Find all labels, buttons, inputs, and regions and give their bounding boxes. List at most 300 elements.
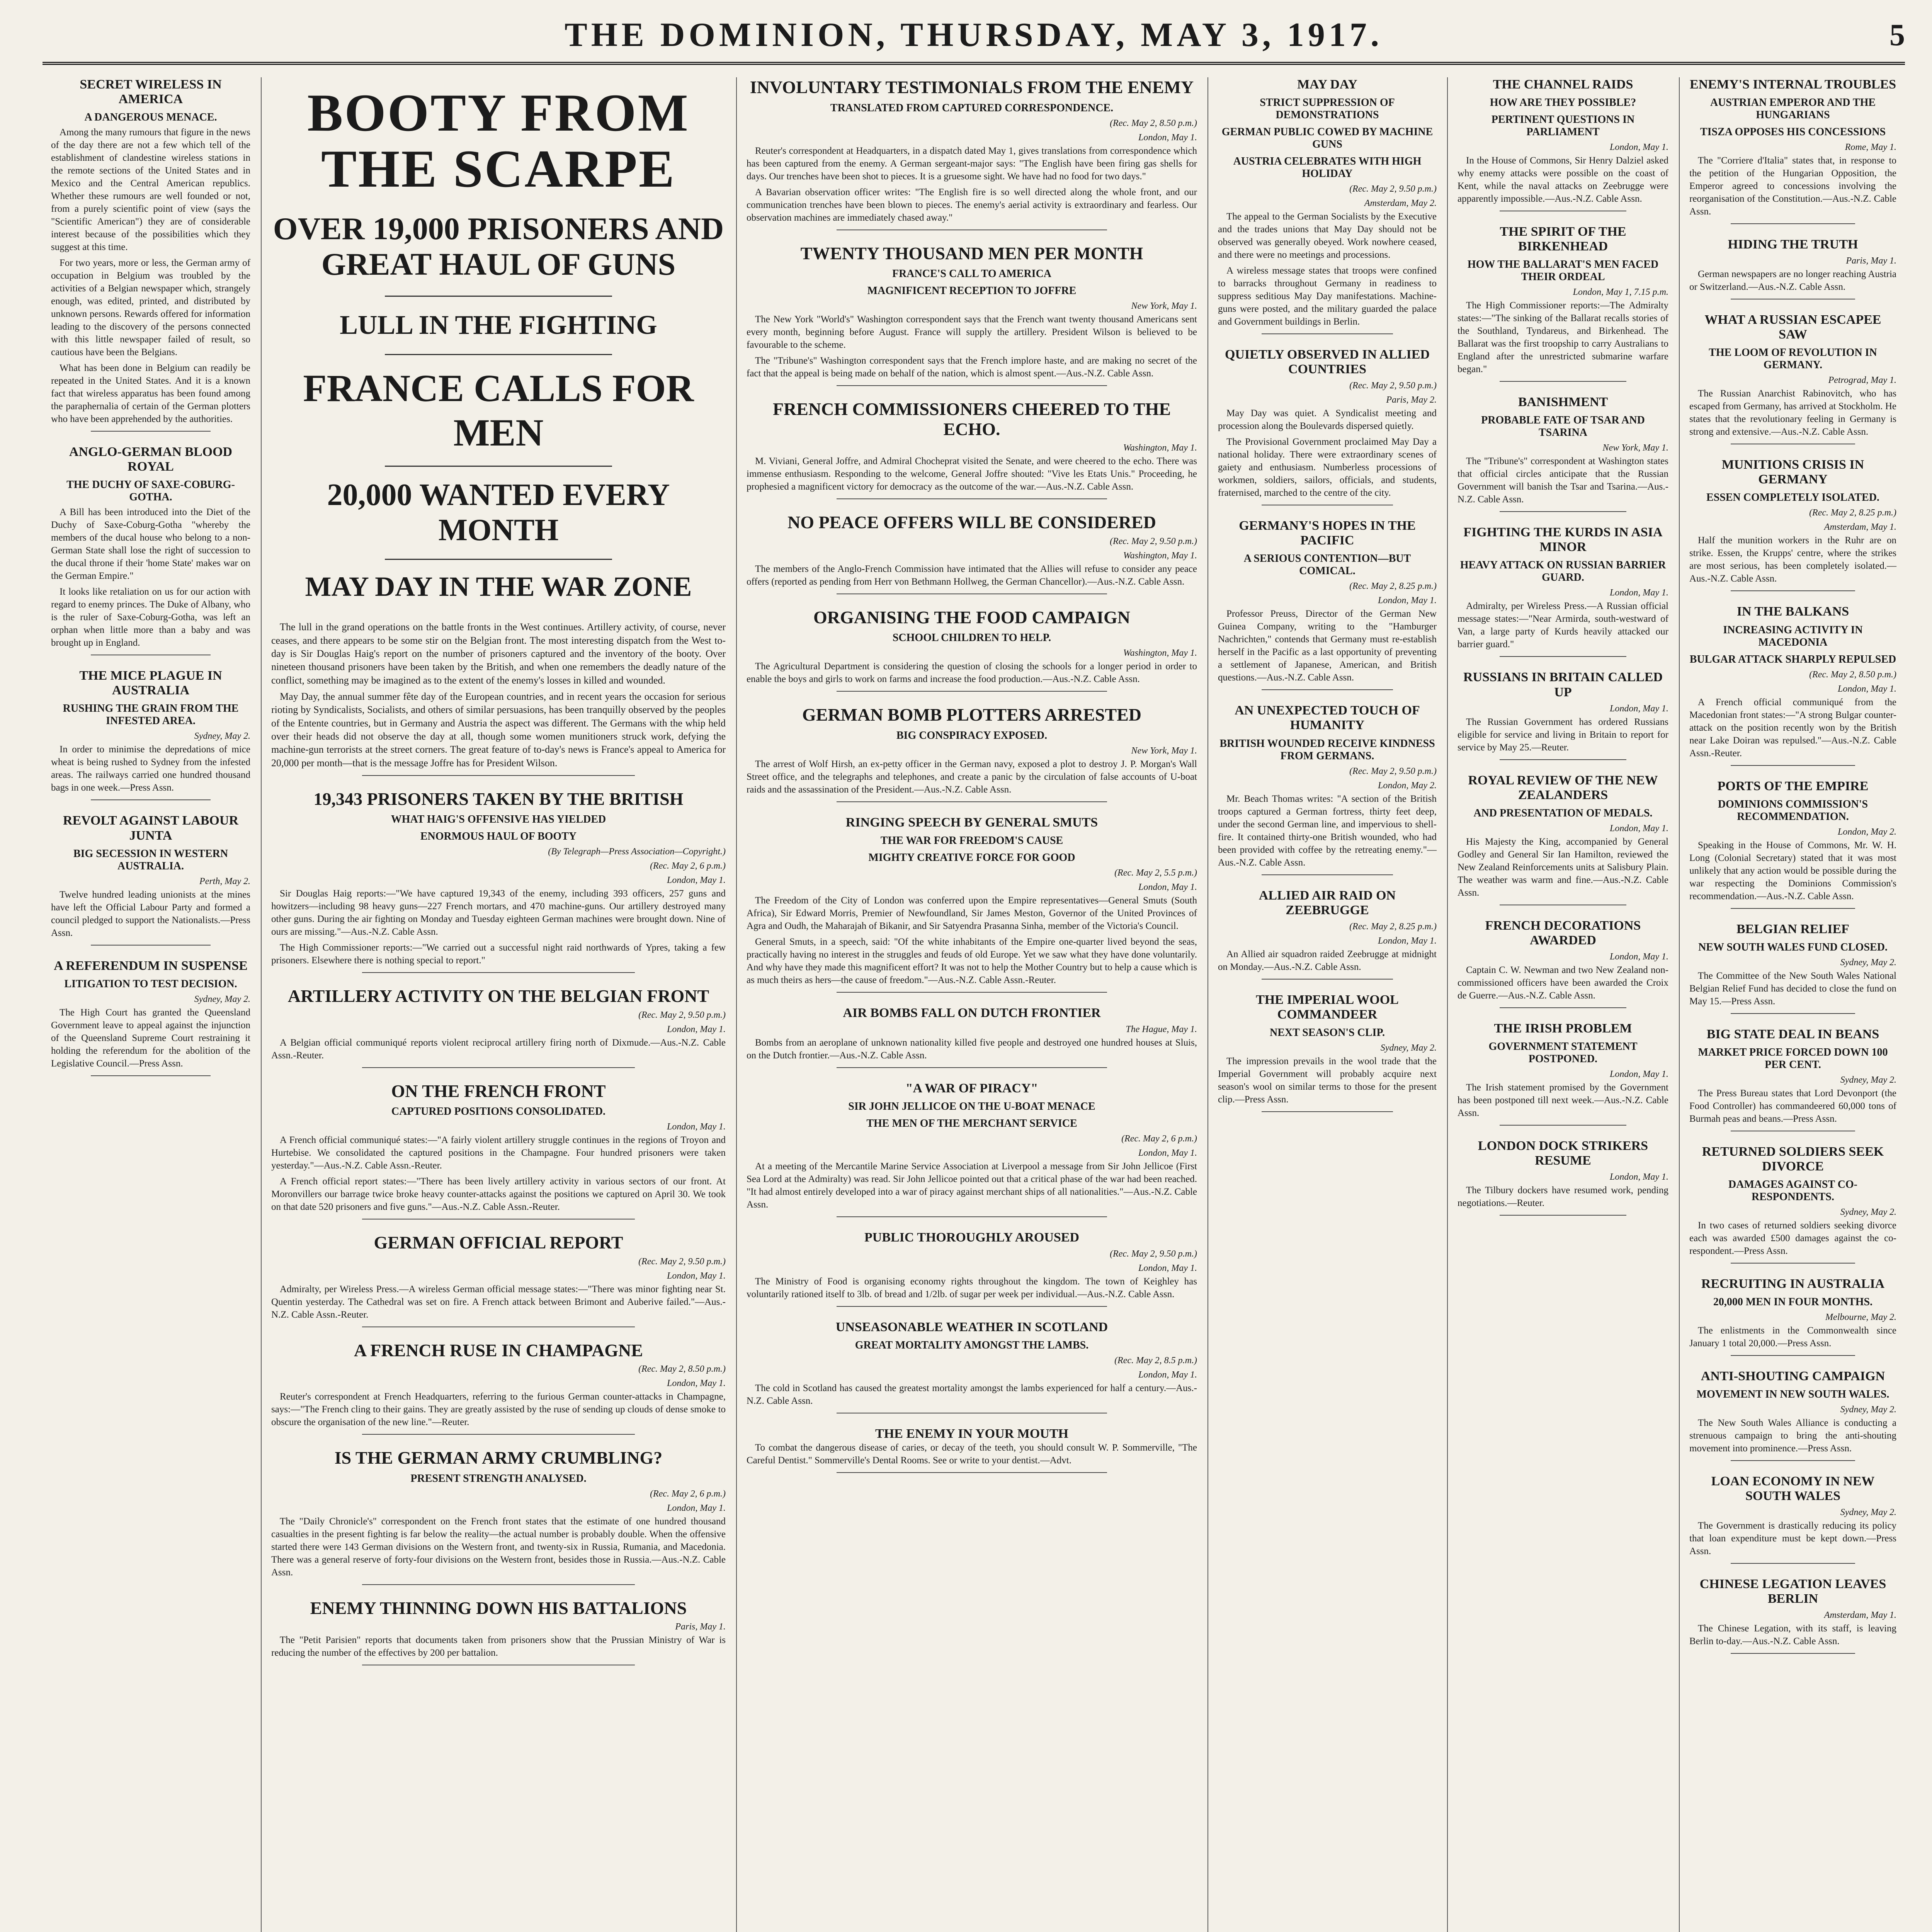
- story-paragraph: The arrest of Wolf Hirsh, an ex-petty officer in the German navy, exposed a plot to destroy J. P. Morgan's Wall Street office, and the telegraphs and telephones, and create a panic by the circulation of false accounts of U-boat raids and the assassination of the President.—Aus.-N.Z. Cable Assn.: [747, 759, 1197, 795]
- story-subheadline: THE WAR FOR FREEDOM'S CAUSE: [880, 834, 1063, 847]
- story-headline: BELGIAN RELIEF: [1736, 922, 1849, 936]
- story-subheadline: MIGHTY CREATIVE FORCE FOR GOOD: [868, 851, 1075, 864]
- column-4: [1209, 77, 1445, 1932]
- story-headline: IS THE GERMAN ARMY CRUMBLING?: [334, 1448, 663, 1468]
- story-subheadline: MARKET PRICE FORCED DOWN 100 PER CENT.: [1698, 1046, 1888, 1071]
- divider: [837, 1067, 1107, 1068]
- story-paragraph: Speaking in the House of Commons, Mr. W. H. Long (Colonial Secretary) stated that it was most unlikely that any action would be possible during the war respecting the Dominions Commission's recommendation.—Aus.-N.Z. Cable Assn.: [1689, 840, 1896, 901]
- divider: [385, 296, 612, 297]
- story-paragraph: The High Commissioner reports:—"We carried out a successful night raid northwards of Ypres, taking a few prisoners. Elsewhere there is nothing special to report.": [271, 942, 726, 966]
- story-paragraph: Among the many rumours that figure in the news of the day there are not a few which tell of the establishment of clandestine wireless stations in the remote sections of the United States and in Mexico and the Central American republics. Whether these rumours are well founded or not, from a purely scientific point of view (says the "Scientific American") they are of considerable interest because of the possibilities which they suggest at this time.: [51, 127, 250, 253]
- divider: [837, 1306, 1107, 1307]
- story-paragraph: A Belgian official communiqué reports violent reciprocal artillery firing north of Dixmude.—Aus.-N.Z. Cable Assn.-Reuter.: [271, 1037, 726, 1061]
- story-subheadline: PRESENT STRENGTH ANALYSED.: [410, 1472, 587, 1485]
- story-paragraph: To combat the dangerous disease of caries, or decay of the teeth, you should consult W. P. Sommerville, "The Careful Dentist." Sommerville's Dental Rooms. See or write to your dentist.—Advt.: [747, 1442, 1197, 1466]
- divider: [1731, 223, 1855, 224]
- divider: [1731, 1355, 1855, 1356]
- story-paragraph: The High Court has granted the Queensland Government leave to appeal against the injunction of the Queensland Supreme Court restraining it holding the referendum for the abolition of the Legislative Council.—Press Assn.: [51, 1007, 250, 1069]
- news-story: [747, 815, 1197, 993]
- story-paragraph: In two cases of returned soldiers seeking divorce each was awarded £500 damages against the co-respondent.—Press Assn.: [1689, 1220, 1896, 1256]
- story-subheadline: MOVEMENT IN NEW SOUTH WALES.: [1696, 1388, 1889, 1401]
- story-subheadline: AUSTRIA CELEBRATES WITH HIGH HOLIDAY: [1233, 155, 1422, 180]
- divider: [1731, 1653, 1855, 1654]
- page-number: 5: [1889, 18, 1905, 52]
- story-dateline: London, May 1.: [1378, 595, 1437, 606]
- news-story: [1218, 888, 1437, 980]
- column-1: [43, 77, 259, 1932]
- story-paragraph: The members of the Anglo-French Commission have intimated that the Allies will refuse to consider any peace offers (reported as pending from Herr von Bethmann Hollweg, the German Chancellor).—Aus.-N.Z. Cable Assn.: [747, 563, 1197, 587]
- news-story: [271, 1598, 726, 1666]
- story-dateline: London, May 1.: [1610, 1172, 1668, 1182]
- story-headline: ENEMY THINNING DOWN HIS BATTALIONS: [310, 1598, 687, 1618]
- story-headline: FIGHTING THE KURDS IN ASIA MINOR: [1463, 525, 1663, 554]
- story-headline: PUBLIC THOROUGHLY AROUSED: [864, 1230, 1080, 1245]
- divider: [1500, 656, 1626, 657]
- story-paragraph: M. Viviani, General Joffre, and Admiral Chocheprat visited the Senate, and were cheered to the echo. There was immense enthusiasm. Responding to the welcome, General Joffre shouted: "Vive les Etats Unis." Proceeding, he prophesied a magnificent victory for democracy as the outcome of the war.—Aus.-N.Z. Cable Assn.: [747, 456, 1197, 492]
- news-story: [1458, 77, 1668, 211]
- news-story: [747, 607, 1197, 692]
- story-received: (Rec. May 2, 9.50 p.m.): [638, 1256, 726, 1267]
- divider: [1731, 1460, 1855, 1461]
- story-paragraph: The Press Bureau states that Lord Devonport (the Food Controller) has commandeered 60,000 tons of Burmah peas and beans.—Press Assn.: [1689, 1088, 1896, 1124]
- story-paragraph: The enlistments in the Commonwealth since January 1 total 20,000.—Press Assn.: [1689, 1325, 1896, 1349]
- story-paragraph: General Smuts, in a speech, said: "Of the white inhabitants of the Empire one-quarter lived beyond the seas, practically having no interest in the struggles and feuds of old Europe. Yet we saw what they have done voluntarily. And why have they made this magnificent effort? It was not to help the Mother Country but to help a cause which is as much theirs as hers—the cause of freedom."—Aus.-N.Z. Cable Assn.-Reuter.: [747, 936, 1197, 985]
- lead-paragraph: May Day, the annual summer fête day of the European countries, and in recent years the occasion for serious rioting by Syndicalists, Socialists, and others of similar persuasions, has been tranquilly observed by the peoples of the Entente countries, but in Germany and Austria the aspect was different. The Germans with the whip held over their heads did not observe the day at all, though some women munitioners struck work, defying the machine-gun terrorists at the street corners. The great feature of to-day's news is France's appeal to America for 20,000 per month—that is the message Joffre has for President Wilson.: [271, 691, 726, 769]
- news-story: [747, 1230, 1197, 1307]
- story-dateline: New York, May 1.: [1131, 301, 1197, 311]
- newspaper-title: THE DOMINION, THURSDAY, MAY 3, 1917.: [565, 16, 1383, 54]
- story-dateline: Sydney, May 2.: [1840, 1507, 1896, 1518]
- story-paragraph: His Majesty the King, accompanied by General Godley and General Sir Ian Hamilton, reviewed the New Zealand Reinforcements units at Salisbury Plain. The weather was warm and fine.—Aus.-N.Z. Cable Assn.: [1458, 836, 1668, 898]
- story-headline: ORGANISING THE FOOD CAMPAIGN: [813, 607, 1130, 627]
- story-subheadline: AUSTRIAN EMPEROR AND THE HUNGARIANS: [1710, 97, 1876, 121]
- story-dateline: Sydney, May 2.: [1840, 1207, 1896, 1217]
- story-subheadline: A SERIOUS CONTENTION—BUT COMICAL.: [1243, 553, 1411, 577]
- divider: [1500, 1007, 1626, 1008]
- story-subheadline: BRITISH WOUNDED RECEIVE KINDNESS FROM GERMANS.: [1219, 737, 1435, 762]
- divider: [1731, 1013, 1855, 1014]
- news-story: [271, 1233, 726, 1327]
- story-dateline: London, May 1.: [1610, 1069, 1668, 1080]
- story-headline: THE MICE PLAGUE IN AUSTRALIA: [79, 668, 222, 698]
- story-subheadline: GOVERNMENT STATEMENT POSTPONED.: [1488, 1041, 1638, 1065]
- story-subheadline: THE MEN OF THE MERCHANT SERVICE: [866, 1117, 1077, 1129]
- story-received: (Rec. May 2, 8.25 p.m.): [1349, 581, 1437, 592]
- story-subheadline: MAGNIFICENT RECEPTION TO JOFFRE: [867, 285, 1077, 297]
- story-subheadline: LITIGATION TO TEST DECISION.: [64, 978, 237, 990]
- divider: [1500, 1215, 1626, 1216]
- story-dateline: London, May 2.: [1378, 780, 1437, 791]
- story-paragraph: The Russian Government has ordered Russians eligible for service and living in Britain to report for service by May 25.—Reuter.: [1458, 716, 1668, 753]
- story-headline: ON THE FRENCH FRONT: [391, 1081, 606, 1101]
- story-paragraph: A Bill has been introduced into the Diet of the Duchy of Saxe-Coburg-Gotha "whereby the members of the ducal house who belong to a non-German State shall lose the right of succession to the ducal throne if their 'home State' makes war on the German Empire.": [51, 507, 250, 582]
- story-paragraph: A wireless message states that troops were confined to barracks throughout Germany in readiness to suppress seditious May Day manifestations. Machine-guns were posted, and the military guarded the palace and Government buildings in Berlin.: [1218, 265, 1437, 327]
- story-headline: WHAT A RUSSIAN ESCAPEE SAW: [1704, 313, 1881, 342]
- news-story: [1458, 1139, 1668, 1216]
- story-headline: ANTI-SHOUTING CAMPAIGN: [1701, 1369, 1885, 1384]
- column-rule: [1679, 77, 1680, 1932]
- column-rule: [736, 77, 737, 1932]
- story-headline: PORTS OF THE EMPIRE: [1717, 779, 1869, 793]
- story-paragraph: The Freedom of the City of London was conferred upon the Empire representatives—General Smuts (South Africa), Sir Edward Morris, Premier of Newfoundland, Sir James Meston, Governor of the United Provinces of Agra and Oudh, the Maharajah of Bikanir, and Sir Satyendra Prasanna Sinha, member of the Victoria's Council.: [747, 895, 1197, 931]
- story-subheadline: BULGAR ATTACK SHARPLY REPULSED: [1689, 653, 1896, 665]
- news-story: [1218, 77, 1437, 334]
- news-story: [747, 1006, 1197, 1068]
- story-received: (Rec. May 2, 6 p.m.): [650, 861, 726, 871]
- story-dateline: London, May 1.: [667, 1378, 726, 1389]
- story-headline: AIR BOMBS FALL ON DUTCH FRONTIER: [843, 1005, 1101, 1020]
- story-dateline: New York, May 1.: [1131, 745, 1197, 756]
- news-story: [51, 77, 250, 432]
- story-received: (Rec. May 2, 9.50 p.m.): [1349, 184, 1437, 194]
- story-paragraph: Twelve hundred leading unionists at the mines have left the Official Labour Party and formed a council pledged to support the Nationalists.—Press Assn.: [51, 889, 250, 938]
- story-paragraph: The "Tribune's" correspondent at Washington states that official circles anticipate that the Russian Government will banish the Tsar and Tsarina.—Aus.-N.Z. Cable Assn.: [1458, 456, 1668, 505]
- story-headline: IN THE BALKANS: [1736, 604, 1849, 619]
- news-story: [1458, 773, 1668, 905]
- story-headline: THE IMPERIAL WOOL COMMANDEER: [1256, 992, 1399, 1022]
- divider: [1731, 1563, 1855, 1564]
- divider: [1500, 381, 1626, 382]
- story-headline: ARTILLERY ACTIVITY ON THE BELGIAN FRONT: [287, 986, 709, 1006]
- story-headline: CHINESE LEGATION LEAVES BERLIN: [1699, 1577, 1886, 1606]
- story-subheadline: 20,000 MEN IN FOUR MONTHS.: [1713, 1296, 1873, 1308]
- story-paragraph: Sir Douglas Haig reports:—"We have captured 19,343 of the enemy, including 393 officers, 257 guns and howitzers—including 98 heavy guns—227 French mortars, and 470 machine-guns. Our artillery destroyed many other guns. During the air fighting on Monday and Tuesday eighteen German machines were brought down. Nine of ours are missing."—Aus.-N.Z. Cable Assn.: [271, 888, 726, 937]
- story-headline: NO PEACE OFFERS WILL BE CONSIDERED: [787, 512, 1156, 532]
- story-paragraph: Mr. Beach Thomas writes: "A section of the British troops captured a German fortress, thirty feet deep, under the second German line, and impervious to shell-fire. It contained thirty-one British wounded, who had been provided with coffee by the retreating enemy."—Aus.-N.Z. Cable Assn.: [1218, 793, 1437, 868]
- story-dateline: Petrograd, May 1.: [1828, 375, 1896, 386]
- story-received: (Rec. May 2, 9.50 p.m.): [1349, 381, 1437, 391]
- lead-story: [271, 621, 726, 776]
- news-story: [747, 77, 1197, 230]
- story-paragraph: The cold in Scotland has caused the greatest mortality amongst the lambs experienced for half a century.—Aus.-N.Z. Cable Assn.: [747, 1383, 1197, 1406]
- divider: [362, 775, 635, 776]
- news-story: [1689, 237, 1896, 299]
- story-subheadline: TISZA OPPOSES HIS CONCESSIONS: [1700, 126, 1886, 138]
- divider: [385, 466, 612, 467]
- split-columns: [747, 815, 1197, 1473]
- story-paragraph: Admiralty, per Wireless Press.—A wireless German official message states:—"There was minor fighting near St. Quentin yesterday. The Cathedral was set on fire. A French attack between Brimont and Auberive failed."—Aus.-N.Z. Cable Assn.-Reuter.: [271, 1284, 726, 1320]
- story-paragraph: The Agricultural Department is considering the question of closing the schools for a longer period in order to enable the boys and girls to work on farms and increase the food production.—Aus.-N.Z. Cable Assn.: [747, 661, 1197, 685]
- story-received: (Rec. May 2, 9.50 p.m.): [1110, 536, 1197, 546]
- story-paragraph: The "Daily Chronicle's" correspondent on the French front states that the estimate of one hundred thousand casualties in the present fighting is far below the reality—the actual number is probably double. When the offensive started there were 143 German divisions on the Western front, and twenty-six in Russia, Rumania, and Macedonia. There was a general reserve of forty-four divisions on the Western front, besides those in Russia.—Aus.-N.Z. Cable Assn.: [271, 1516, 726, 1578]
- story-subheadline: THE DUCHY OF SAXE-COBURG-GOTHA.: [66, 479, 235, 503]
- column-5: [1449, 77, 1677, 1932]
- story-headline: RUSSIANS IN BRITAIN CALLED UP: [1463, 670, 1663, 699]
- divider: [837, 691, 1107, 692]
- main-headline: BOOTY FROM THE SCARPE: [307, 83, 690, 198]
- story-headline: GERMANY'S HOPES IN THE PACIFIC: [1239, 519, 1416, 548]
- news-story: [1689, 313, 1896, 444]
- news-story: [1218, 519, 1437, 690]
- story-dateline: Paris, May 2.: [1386, 395, 1437, 405]
- story-headline: A FRENCH RUSE IN CHAMPAGNE: [354, 1340, 643, 1360]
- story-subheadline: HEAVY ATTACK ON RUSSIAN BARRIER GUARD.: [1460, 559, 1666, 584]
- story-paragraph: The appeal to the German Socialists by the Executive and the trades unions that May Day should not be observed was generally obeyed. Work nowhere ceased, and there were no meetings and processions.: [1218, 211, 1437, 260]
- story-paragraph: It looks like retaliation on us for our action with regard to enemy princes. The Duke of Albany, who is the ruler of Saxe-Coburg-Gotha, was left an orphan when little more than a baby and was brought up in England.: [51, 587, 250, 648]
- story-headline: FRENCH DECORATIONS AWARDED: [1485, 918, 1641, 947]
- story-paragraph: The Government is drastically reducing its policy that loan expenditure must be kept down.—Press Assn.: [1689, 1520, 1896, 1557]
- story-paragraph: In the House of Commons, Sir Henry Dalziel asked why enemy attacks were possible on the coast of Kent, while the naval attacks on Zeebrugge were apparently impossible.—Aus.-N.Z. Cable Assn.: [1458, 155, 1668, 204]
- story-subheadline: THE LOOM OF REVOLUTION IN GERMANY.: [1709, 347, 1877, 371]
- story-dateline: Paris, May 1.: [675, 1622, 726, 1632]
- news-story: [1458, 1021, 1668, 1126]
- divider: [1731, 590, 1855, 591]
- story-received: (Rec. May 2, 9.50 p.m.): [1110, 1248, 1197, 1259]
- story-headline: ROYAL REVIEW OF THE NEW ZEALANDERS: [1468, 773, 1658, 802]
- story-paragraph: The High Commissioner reports:—The Admiralty states:—"The sinking of the Ballarat recalls stories of the Southland, Tyndareus, and Birkenhead. The Ballarat was the first troopship to carry Australians to England after the unrestricted submarine warfare began.": [1458, 300, 1668, 375]
- story-dateline: Sydney, May 2.: [194, 731, 250, 742]
- story-dateline: Washington, May 1.: [1123, 648, 1197, 658]
- news-story: [51, 445, 250, 655]
- story-headline: THE ENEMY IN YOUR MOUTH: [875, 1427, 1068, 1441]
- main-subheadline: MAY DAY IN THE WAR ZONE: [305, 571, 692, 602]
- column-6: [1681, 77, 1905, 1932]
- news-story: [1689, 779, 1896, 909]
- divider: [1262, 979, 1393, 980]
- story-headline: BANISHMENT: [1518, 395, 1608, 410]
- story-paragraph: A Bavarian observation officer writes: "The English fire is so well directed along the whole front, and our communication trenches have been blown to pieces. The enemy's aerial activity is extraordinary and fearless. Our observation machines are immediately chased away.": [747, 187, 1197, 223]
- story-headline: LONDON DOCK STRIKERS RESUME: [1478, 1139, 1648, 1168]
- story-dateline: Paris, May 1.: [1846, 256, 1896, 266]
- divider: [1731, 908, 1855, 909]
- story-received: (Rec. May 2, 8.50 p.m.): [1110, 118, 1197, 128]
- divider: [1500, 759, 1626, 760]
- main-subheadline: OVER 19,000 PRISONERS AND GREAT HAUL OF GUNS: [273, 211, 724, 282]
- news-story: [1689, 1027, 1896, 1131]
- news-story: [271, 789, 726, 973]
- story-subheadline: INCREASING ACTIVITY IN MACEDONIA: [1723, 624, 1863, 648]
- story-paragraph: The Irish statement promised by the Government has been postponed till next week.—Aus.-N.Z. Cable Assn.: [1458, 1082, 1668, 1119]
- divider: [362, 1067, 635, 1068]
- divider: [91, 1075, 211, 1076]
- story-paragraph: Reuter's correspondent at Headquarters, in a dispatch dated May 1, gives translations from correspondence which has been captured from the enemy. A German sergeant-major says: "The English have been firing gas shells for days. Our trenches have been shot to pieces. It is a gruesome sight. We have had no food for two days.": [747, 145, 1197, 182]
- story-headline: A REFERENDUM IN SUSPENSE: [54, 958, 248, 973]
- story-received: (Rec. May 2, 8.50 p.m.): [1809, 669, 1896, 680]
- story-headline: ENEMY'S INTERNAL TROUBLES: [1689, 77, 1896, 92]
- story-dateline: London, May 1.: [667, 1503, 726, 1513]
- news-story: [1689, 1474, 1896, 1564]
- story-paragraph: A French official communiqué from the Macedonian front states:—"A strong Bulgar counter-attack on the position recently won by the British near Lake Doiran was repulsed."—Aus.-N.Z. Cable Assn.-Reuter.: [1689, 697, 1896, 759]
- story-dateline: London, May 1.: [1138, 1370, 1197, 1380]
- story-dateline: London, May 1.: [1610, 703, 1668, 714]
- main-headline-block: [271, 85, 726, 603]
- story-headline: UNSEASONABLE WEATHER IN SCOTLAND: [835, 1320, 1108, 1334]
- news-story: [271, 1081, 726, 1220]
- story-paragraph: The Committee of the New South Wales National Belgian Relief Fund has decided to close the fund on May 15.—Press Assn.: [1689, 970, 1896, 1007]
- story-subheadline: A DANGEROUS MENACE.: [84, 111, 217, 124]
- divider: [837, 385, 1107, 386]
- story-subheadline: PERTINENT QUESTIONS IN PARLIAMENT: [1491, 114, 1635, 138]
- story-paragraph: Admiralty, per Wireless Press.—A Russian official message states:—"Near Armirda, south-westward of Van, a large party of Kurds heavily attacked our barrier guard.": [1458, 601, 1668, 650]
- column-rule: [1447, 77, 1448, 1932]
- story-dateline: London, May 1.: [1610, 823, 1668, 833]
- story-paragraph: May Day was quiet. A Syndicalist meeting and procession along the Boulevards dispersed quietly.: [1218, 408, 1437, 432]
- story-subheadline: NEW SOUTH WALES FUND CLOSED.: [1698, 941, 1888, 953]
- story-dateline: Sydney, May 2.: [1840, 1075, 1896, 1085]
- story-paragraph: The impression prevails in the wool trade that the Imperial Government will probably acquire next season's wool on similar terms to those for the present clip.—Press Assn.: [1218, 1056, 1437, 1105]
- story-headline: 19,343 PRISONERS TAKEN BY THE BRITISH: [313, 789, 684, 809]
- story-subheadline: HOW ARE THEY POSSIBLE?: [1490, 97, 1636, 109]
- divider: [1262, 333, 1393, 334]
- story-subheadline: DAMAGES AGAINST CO-RESPONDENTS.: [1728, 1178, 1857, 1203]
- story-paragraph: Bombs from an aeroplane of unknown nationality killed five people and destroyed one hundred houses at Sluis, on the Dutch frontier.—Aus.-N.Z. Cable Assn.: [747, 1037, 1197, 1061]
- story-subheadline: PROBABLE FATE OF TSAR AND TSARINA: [1481, 414, 1645, 439]
- story-paragraph: Half the munition workers in the Ruhr are on strike. Essen, the Krupps' centre, where the strikes are most serious, has been completely isolated.—Aus.-N.Z. Cable Assn.: [1689, 535, 1896, 584]
- news-story: [1689, 1577, 1896, 1654]
- story-paragraph: The Tilbury dockers have resumed work, pending negotiations.—Reuter.: [1458, 1185, 1668, 1209]
- story-headline: THE IRISH PROBLEM: [1494, 1021, 1632, 1036]
- story-subheadline: AND PRESENTATION OF MEDALS.: [1473, 807, 1653, 819]
- story-subheadline: GERMAN PUBLIC COWED BY MACHINE GUNS: [1221, 126, 1433, 151]
- story-subheadline: ESSEN COMPLETELY ISOLATED.: [1706, 492, 1879, 504]
- story-paragraph: An Allied air squadron raided Zeebrugge at midnight on Monday.—Aus.-N.Z. Cable Assn.: [1218, 949, 1437, 972]
- story-dateline: Rome, May 1.: [1845, 142, 1896, 153]
- story-received: (Rec. May 2, 9.50 p.m.): [1349, 766, 1437, 776]
- story-paragraph: At a meeting of the Mercantile Marine Service Association at Liverpool a message from Sir John Jellicoe (First Sea Lord at the Admiralty) was read. Sir John Jellicoe pointed out that a critical phase of the war had been reached. "It had almost entirely developed into a war of piracy against merchant ships of all nationalities."—Aus.-N.Z. Cable Assn.: [747, 1161, 1197, 1210]
- story-paragraph: The New York "World's" Washington correspondent says that the French want twenty thousand Americans sent every month, beginning before August. France will supply the artillery. President Wilson is believed to be favourable to the scheme.: [747, 314, 1197, 350]
- story-headline: MUNITIONS CRISIS IN GERMANY: [1721, 457, 1864, 487]
- story-paragraph: For two years, more or less, the German army of occupation in Belgium was troubled by the activities of a Belgian newspaper which, strangely enough, was edited, printed, and distributed by unknown persons. Rewards offered for information leading to the discovery of the persons connected with this little newspaper failed of result, so cautious have been the Belgians.: [51, 258, 250, 358]
- divider: [1731, 765, 1855, 766]
- news-story: [1458, 918, 1668, 1008]
- story-headline: INVOLUNTARY TESTIMONIALS FROM THE ENEMY: [750, 77, 1194, 97]
- news-story: [1689, 77, 1896, 224]
- story-dateline: Amsterdam, May 2.: [1364, 198, 1437, 209]
- story-paragraph: German newspapers are no longer reaching Austria or Switzerland.—Aus.-N.Z. Cable Assn.: [1689, 269, 1896, 293]
- story-dateline: Sydney, May 2.: [1840, 1405, 1896, 1415]
- divider: [362, 1584, 635, 1585]
- story-paragraph: The "Corriere d'Italia" states that, in response to the petition of the Hungarian Opposition, the Emperor agreed to concessions involving the reorganisation of the Constitution.—Aus.-N.Z. Cable Assn.: [1689, 155, 1896, 217]
- story-subheadline: HOW THE BALLARAT'S MEN FACED THEIR ORDEAL: [1467, 259, 1659, 283]
- story-dateline: Washington, May 1.: [1123, 550, 1197, 561]
- story-dateline: Amsterdam, May 1.: [1824, 1610, 1896, 1621]
- story-received: (Rec. May 2, 9.50 p.m.): [638, 1010, 726, 1020]
- story-dateline: London, May 1.: [1838, 684, 1896, 694]
- story-headline: THE CHANNEL RAIDS: [1493, 77, 1633, 92]
- story-paragraph: The Chinese Legation, with its staff, is leaving Berlin to-day.—Aus.-N.Z. Cable Assn.: [1689, 1623, 1896, 1647]
- news-story: [1689, 457, 1896, 591]
- story-subheadline: SCHOOL CHILDREN TO HELP.: [892, 632, 1051, 644]
- news-story: [271, 1340, 726, 1435]
- divider: [1731, 1263, 1855, 1264]
- column-rule: [261, 77, 262, 1932]
- news-story: [1689, 1277, 1896, 1356]
- story-paragraph: Professor Preuss, Director of the German New Guinea Company, writing to the "Hamburger Nachrichten," contends that Germany must re-establish herself in the Pacific as a last opportunity of preventing a settlement of Japanese, American, and British questions.—Aus.-N.Z. Cable Assn.: [1218, 609, 1437, 683]
- column-3: [738, 77, 1206, 1932]
- news-story: [1689, 604, 1896, 765]
- story-dateline: Sydney, May 2.: [1380, 1043, 1437, 1053]
- story-dateline: Sydney, May 2.: [1840, 957, 1896, 968]
- story-subheadline: WHAT HAIG'S OFFENSIVE HAS YIELDED: [391, 813, 606, 826]
- story-subheadline: DOMINIONS COMMISSION'S RECOMMENDATION.: [1718, 798, 1868, 823]
- divider: [1500, 1125, 1626, 1126]
- story-headline: ANGLO-GERMAN BLOOD ROYAL: [69, 445, 233, 474]
- story-dateline: Sydney, May 2.: [194, 994, 250, 1004]
- story-dateline: London, May 1.: [1138, 882, 1197, 892]
- story-paragraph: Captain C. W. Newman and two New Zealand non-commissioned officers have been awarded the Croix de Guerre.—Aus.-N.Z. Cable Assn.: [1458, 964, 1668, 1001]
- news-story: [1458, 395, 1668, 512]
- main-subheadline: 20,000 WANTED EVERY MONTH: [327, 478, 670, 548]
- story-dateline: London, May 1.: [1610, 142, 1668, 153]
- story-paragraph: The Russian Anarchist Rabinovitch, who has escaped from Germany, has arrived at Stockholm. He states that the revolutionary feeling in Germany is strong and extensive.—Aus.-N.Z. Cable Assn.: [1689, 388, 1896, 437]
- main-subheadline: LULL IN THE FIGHTING: [340, 310, 657, 340]
- story-dateline: London, May 1.: [667, 1024, 726, 1034]
- story-dateline: London, May 1.: [1378, 935, 1437, 946]
- news-story: [1458, 670, 1668, 760]
- news-story: [747, 1427, 1197, 1473]
- story-dateline: London, May 1.: [667, 1270, 726, 1281]
- divider: [1262, 689, 1393, 690]
- story-subheadline: RUSHING THE GRAIN FROM THE INFESTED AREA.: [63, 702, 239, 727]
- story-headline: RECRUITING IN AUSTRALIA: [1701, 1276, 1885, 1291]
- divider: [362, 1434, 635, 1435]
- story-received: (Rec. May 2, 6 p.m.): [650, 1488, 726, 1499]
- news-story: [51, 813, 250, 945]
- masthead: [43, 15, 1905, 65]
- news-story: [51, 959, 250, 1076]
- story-paragraph: The New South Wales Alliance is conducting a strenuous campaign to bring the anti-shouting movement into prominence.—Press Assn.: [1689, 1418, 1896, 1454]
- story-dateline: Melbourne, May 2.: [1825, 1312, 1896, 1323]
- story-dateline: London, May 1.: [1610, 588, 1668, 598]
- story-headline: REVOLT AGAINST LABOUR JUNTA: [63, 813, 239, 843]
- story-dateline: London, May 1.: [1610, 951, 1668, 962]
- story-received: (Rec. May 2, 8.5 p.m.): [1114, 1355, 1197, 1366]
- divider: [837, 1216, 1107, 1217]
- news-story: [1689, 1145, 1896, 1264]
- divider: [1500, 511, 1626, 512]
- news-story: [747, 705, 1197, 802]
- story-headline: HIDING THE TRUTH: [1728, 237, 1858, 252]
- story-headline: "A WAR OF PIRACY": [905, 1081, 1038, 1095]
- story-subheadline: FRANCE'S CALL TO AMERICA: [892, 268, 1052, 280]
- story-paragraph: What has been done in Belgium can readily be repeated in the United States. And it is a known fact that wireless apparatus has been found among the paraphernalia of certain of the German plotters who have been apprehended by the authorities.: [51, 363, 250, 425]
- story-headline: GERMAN OFFICIAL REPORT: [374, 1233, 623, 1253]
- story-subheadline: TRANSLATED FROM CAPTURED CORRESPONDENCE.: [830, 102, 1114, 114]
- story-headline: MAY DAY: [1297, 77, 1357, 92]
- news-story: [747, 1320, 1197, 1413]
- story-credit: (By Telegraph—Press Association—Copyright.): [548, 847, 726, 857]
- news-story: [747, 399, 1197, 499]
- divider: [91, 799, 211, 800]
- story-subheadline: CAPTURED POSITIONS CONSOLIDATED.: [391, 1105, 606, 1118]
- story-received: (Rec. May 2, 6 p.m.): [1121, 1133, 1197, 1144]
- divider: [1262, 1111, 1393, 1112]
- news-story: [747, 512, 1197, 594]
- story-headline: GERMAN BOMB PLOTTERS ARRESTED: [802, 705, 1141, 725]
- story-paragraph: In order to minimise the depredations of mice wheat is being rushed to Sydney from the infested areas. The railways carried one hundred thousand bags in one week.—Press Assn.: [51, 744, 250, 793]
- story-dateline: London, May 1.: [667, 1122, 726, 1132]
- story-dateline: New York, May 1.: [1602, 443, 1668, 453]
- story-paragraph: The "Tribune's" Washington correspondent says that the French implore haste, and are making no secret of the fact that the appeal is being made on behalf of the nation, which is almost spent.—Aus.-N.Z. Cable Assn.: [747, 355, 1197, 379]
- column-2: [263, 77, 734, 1932]
- lead-paragraph: The lull in the grand operations on the battle fronts in the West continues. Artillery activity, of course, never ceases, and there appears to be some stir on the Belgian front. The most interesting dispatch from the West to-day is Sir Douglas Haig's report on the number of prisoners captured and the inventory of the booty. Over nineteen thousand prisoners have been taken by the British, and when one remembers the deadly nature of the conflict, something may be imagined as to the extent of the enemy's losses in killed and wounded.: [271, 621, 726, 686]
- news-story: [1458, 525, 1668, 657]
- divider: [385, 354, 612, 355]
- story-subheadline: GREAT MORTALITY AMONGST THE LAMBS.: [855, 1339, 1089, 1351]
- story-subheadline: BIG CONSPIRACY EXPOSED.: [896, 729, 1048, 742]
- story-dateline: London, May 1.: [1138, 132, 1197, 143]
- story-received: (Rec. May 2, 8.25 p.m.): [1349, 921, 1437, 932]
- story-subheadline: BIG SECESSION IN WESTERN AUSTRALIA.: [73, 847, 228, 872]
- divider: [837, 801, 1107, 802]
- divider: [91, 945, 211, 946]
- story-paragraph: The Provisional Government proclaimed May Day a national holiday. There were extraordinary scenes of gaiety and enthusiasm. Numberless processions of workmen, soldiers, sailors, officials, and students, fraternised, marched to the centre of the city.: [1218, 437, 1437, 498]
- story-dateline: Amsterdam, May 1.: [1824, 522, 1896, 532]
- story-headline: SECRET WIRELESS IN AMERICA: [80, 77, 222, 107]
- divider: [837, 1472, 1107, 1473]
- news-story: [1218, 703, 1437, 875]
- story-dateline: London, May 1.: [667, 875, 726, 886]
